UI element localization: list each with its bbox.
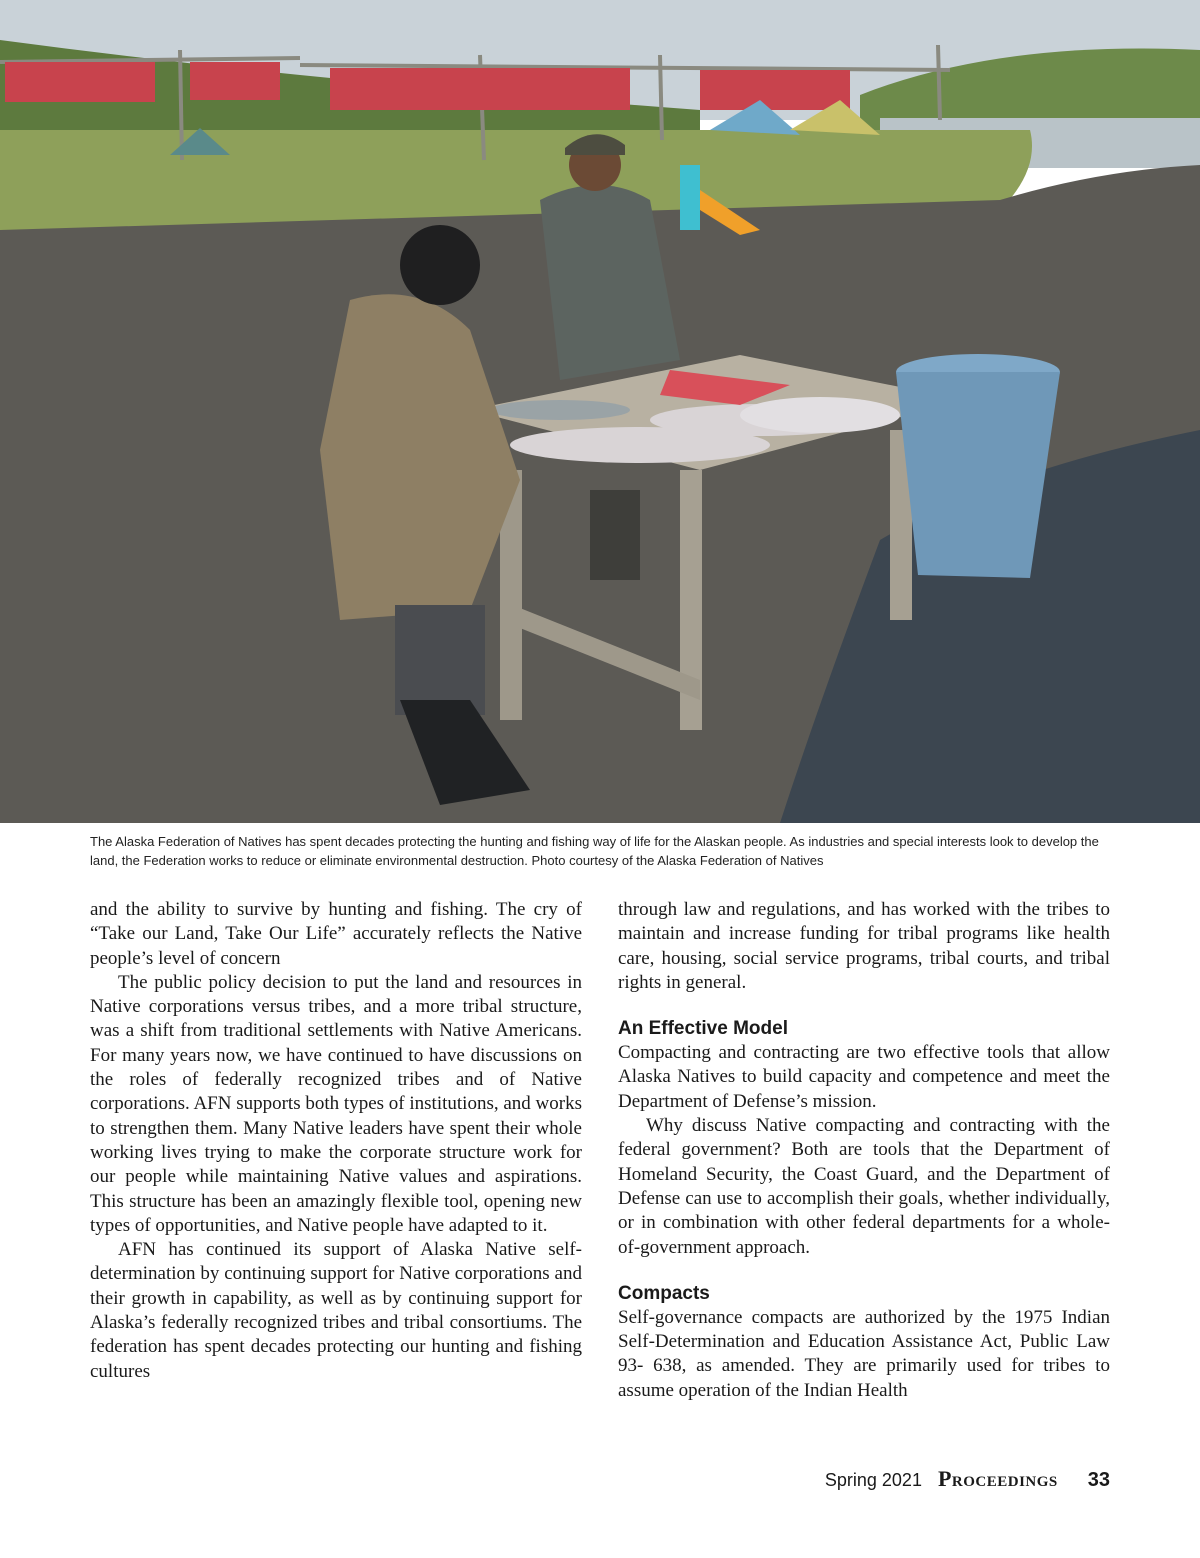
page-number: 33 [1087,1469,1110,1491]
section-heading-compacts: Compacts [618,1282,710,1304]
right-paragraph-2: Compacting and contracting are two effective tools that allow Alaska Natives to build capacity and competence and meet the Department of Defense’s mission. [618,1042,1110,1112]
page-footer [825,1466,1110,1492]
right-paragraph-1: through law and regulations, and has worked with the tribes to maintain and increase funding for tribal programs like health care, housing, social service programs, tribal courts, and tribal rights in general. [618,899,1110,993]
issue-season: Spring 2021 [824,1470,922,1490]
photo-caption: The Alaska Federation of Natives has spent decades protecting the hunting and fishing way of life for the Alaskan people. As industries and special interests look to develop the land, the Federation works to reduce or eliminate environmental destruction. Photo courtesy of the Alaska Federation of Natives [90,834,1099,868]
right-paragraph-3: Why discuss Native compacting and contracting with the federal government? Both are tools that the Department of Homeland Security, the Coast Guard, and the Department of Defense can use to accomplish their goals, whether individually, or in combination with other federal departments for a whole-of-government approach. [618,1115,1110,1258]
publication-name: Proceedings [937,1466,1058,1491]
left-paragraph-3: AFN has continued its support of Alaska Native self-determination by continuing support for Native corporations and their growth in capability, as well as by continuing support for Alaska’s federally recognized tribes and tribal consortiums. The federation has spent decades protecting our hunting and fishing cultures [90,1239,582,1382]
right-paragraph-4: Self-governance compacts are authorized by the 1975 Indian Self-Determination and Education Assistance Act, Public Law 93- 638, as amended. They are primarily used for tribes to assume operation of the Indian Health [618,1306,1110,1401]
article-column-right [618,898,1110,1403]
section-heading-effective-model: An Effective Model [618,1018,788,1040]
left-paragraph-1: and the ability to survive by hunting and fishing. The cry of “Take our Land, Take Our Life” accurately reflects the Native people’s level of concern [90,899,582,969]
article-column-left [90,898,582,1384]
left-paragraph-2: The public policy decision to put the land and resources in Native corporations versus tribes, and a more tribal structure, was a shift from traditional settlements with Native Americans. For many years now, we have continued to have discussions on the roles of federally recognized tribes and of Native corporations. AFN supports both types of institutions, and works to strengthen them. Many Native leaders have spent their whole working lives trying to make the corporate structure work for our people while maintaining Native values and aspirations. This structure has been an amazingly flexible tool, opening new types of opportunities, and Native people have adapted to it. [90,971,582,1236]
